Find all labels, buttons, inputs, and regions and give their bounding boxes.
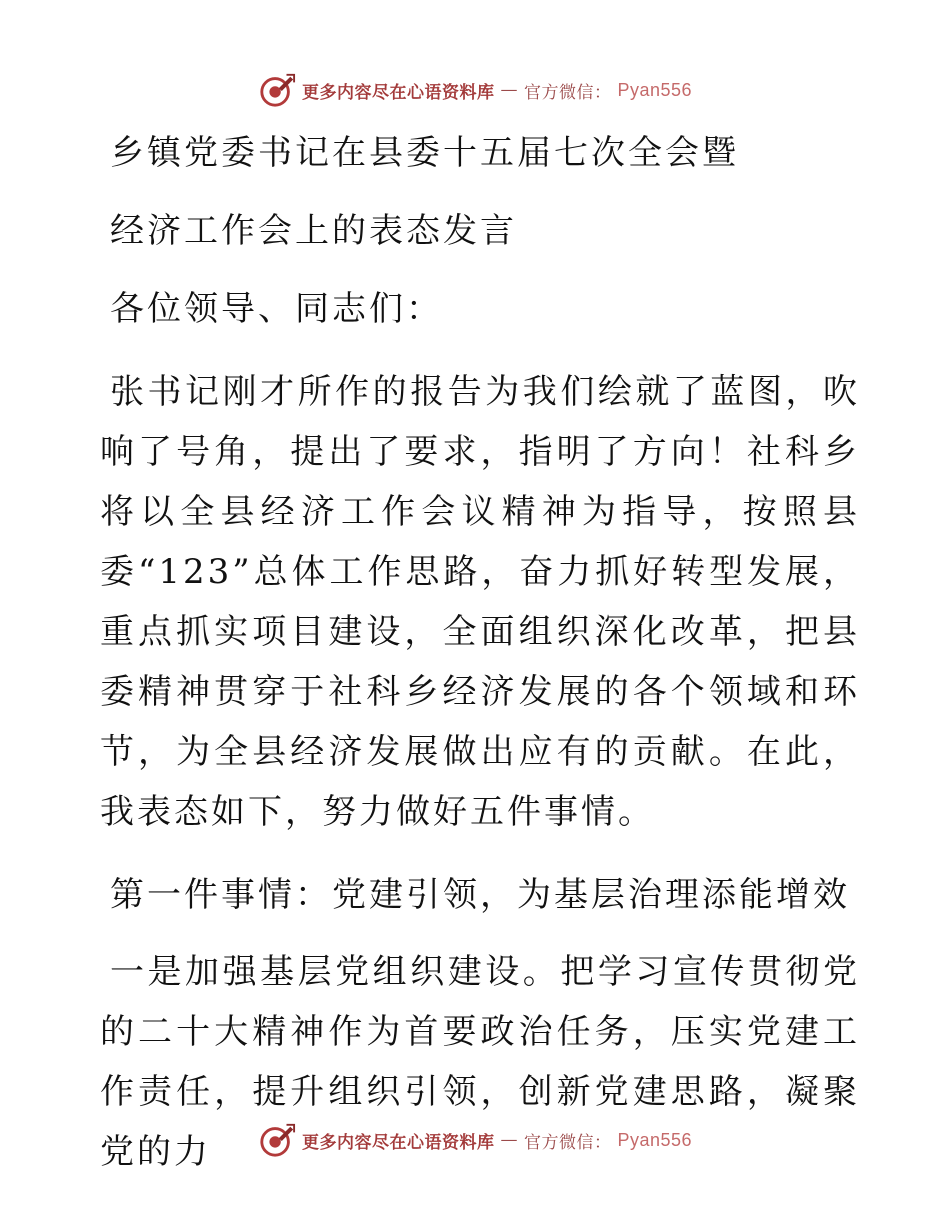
document-body	[100, 122, 860, 1182]
watermark-wechat-id: Pyan556	[617, 1129, 693, 1150]
document-title-line-2: 经济工作会上的表态发言	[110, 211, 517, 251]
section-heading-1: 第一件事情：党建引领，为基层治理添能增效	[110, 875, 850, 915]
document-title-line-1: 乡镇党委书记在县委十五届七次全会暨	[110, 133, 739, 173]
watermark-dash: —	[500, 80, 518, 100]
watermark-main-text: 更多内容尽在心语资料库	[301, 1132, 495, 1153]
watermark-wechat-label: 官方微信：	[523, 82, 612, 103]
watermark-main-text: 更多内容尽在心语资料库	[301, 82, 495, 103]
paragraph-intro: 张书记刚才所作的报告为我们绘就了蓝图，吹响了号角，提出了要求，指明了方向！社科乡将以全县经济工作会议精神为指导，按照县委“123”总体工作思路，奋力抓好转型发展，重点抓实项目建设，全面组织深化改革，把县委精神贯穿于社科乡经济发展的各个领域和环节，为全县经济发展做出应有的贡献。在此，我表态如下，努力做好五件事情。	[100, 372, 860, 832]
watermark-wechat-label: 官方微信：	[523, 1132, 612, 1153]
footer-watermark-banner	[0, 1118, 950, 1162]
watermark-wechat-id: Pyan556	[617, 79, 693, 100]
logo-icon	[258, 1121, 296, 1159]
salutation: 各位领导、同志们：	[110, 289, 443, 329]
logo-icon	[258, 71, 296, 109]
header-watermark-banner	[0, 68, 950, 112]
watermark-dash: —	[500, 1130, 518, 1150]
paragraph-section-1: 一是加强基层党组织建设。把学习宣传贯彻党的二十大精神作为首要政治任务，压实党建工作责任，提升组织引领，创新党建思路，凝聚党的力	[100, 952, 860, 1172]
